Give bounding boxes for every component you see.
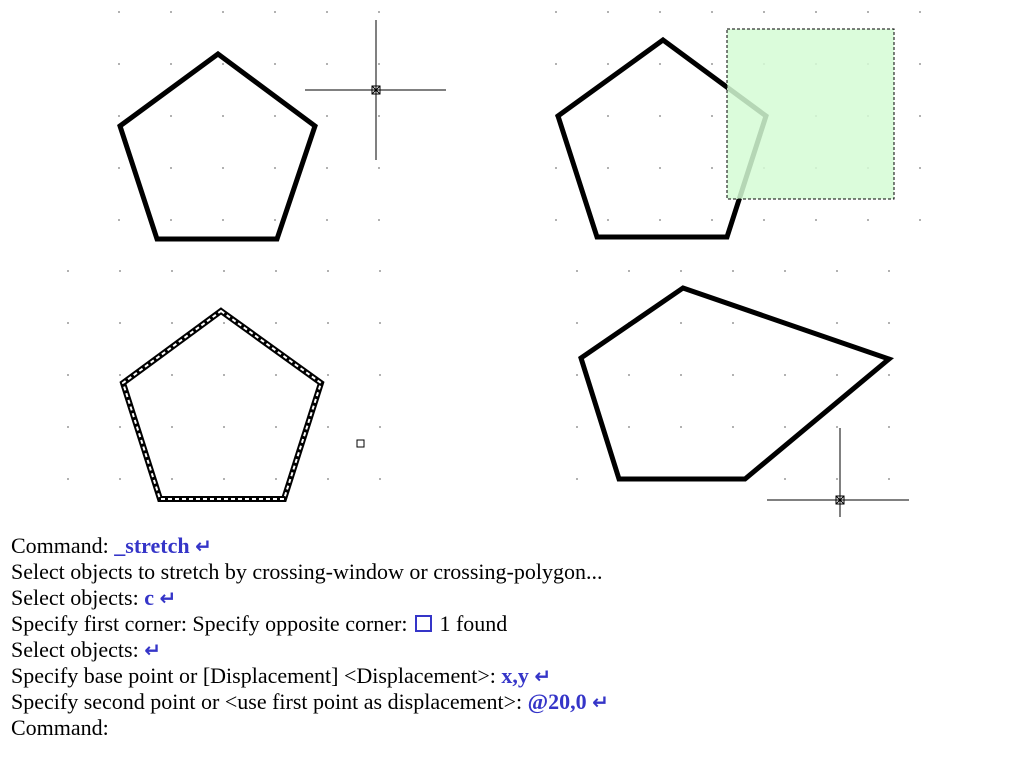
pickbox-icon bbox=[415, 615, 432, 632]
return-arrow-icon: ↵ bbox=[534, 664, 552, 688]
panel-top-right bbox=[558, 29, 894, 237]
crosshair-cursor-icon bbox=[305, 20, 446, 160]
found-count: 1 found bbox=[433, 611, 508, 636]
command-line-7 bbox=[11, 689, 1011, 715]
command-line-3 bbox=[11, 585, 1011, 611]
panel-bottom-left bbox=[123, 311, 364, 499]
pentagon-original[interactable] bbox=[120, 54, 315, 239]
pentagon-stretched[interactable] bbox=[581, 288, 889, 479]
prompt-text: Command: bbox=[11, 715, 109, 740]
user-input: x,y bbox=[501, 663, 529, 688]
prompt-text: Select objects: bbox=[11, 637, 145, 662]
user-input: _stretch bbox=[114, 533, 190, 558]
command-line-8[interactable] bbox=[11, 715, 1011, 741]
panel-top-left bbox=[120, 20, 446, 239]
command-line-history bbox=[11, 533, 1011, 741]
pickbox-icon bbox=[357, 440, 364, 447]
return-arrow-icon: ↵ bbox=[195, 534, 212, 558]
panel-bottom-right bbox=[581, 288, 909, 517]
pentagon-selected[interactable] bbox=[123, 311, 321, 499]
command-line-2 bbox=[11, 559, 1011, 585]
crossing-window bbox=[727, 29, 894, 199]
user-input: @20,0 bbox=[527, 689, 587, 714]
prompt-text: Select objects to stretch by crossing-window or crossing-polygon... bbox=[11, 559, 603, 584]
return-arrow-icon: ↵ bbox=[592, 690, 609, 714]
prompt-text: Select objects: bbox=[11, 585, 145, 610]
command-line-6 bbox=[11, 663, 1011, 689]
prompt-text: Specify first corner: Specify opposite corner: bbox=[11, 611, 413, 636]
return-arrow-icon: ↵ bbox=[159, 586, 177, 610]
command-line-4 bbox=[11, 611, 1011, 637]
prompt-text: Specify second point or <use first point as displacement>: bbox=[11, 689, 528, 714]
prompt-text: Command: bbox=[11, 533, 115, 558]
return-arrow-icon: ↵ bbox=[144, 638, 161, 662]
command-line-5 bbox=[11, 637, 1011, 663]
user-input: c bbox=[144, 585, 154, 610]
prompt-text: Specify base point or [Displacement] <Displacement>: bbox=[11, 663, 502, 688]
command-line-1 bbox=[11, 533, 1011, 559]
